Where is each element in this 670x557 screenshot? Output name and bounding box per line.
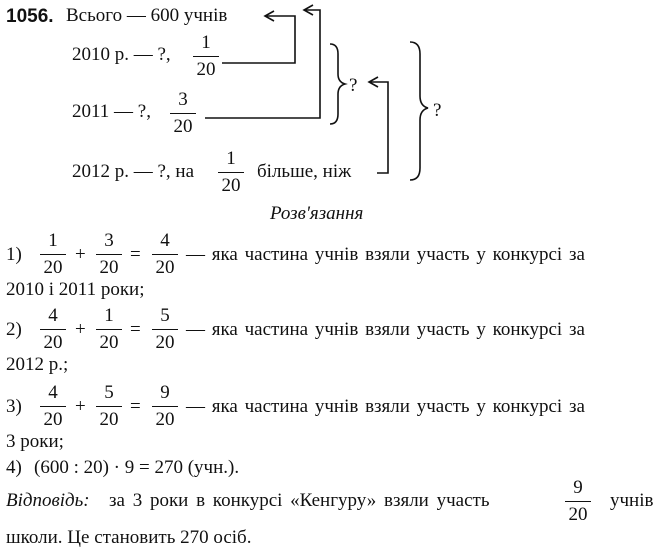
answer-line-2: школи. Це становить 270 осіб. [6, 527, 252, 548]
arrow-2011-line [205, 10, 320, 118]
fraction-numerator: 4 [48, 382, 58, 403]
brace-inner [330, 44, 345, 124]
fraction-denominator: 20 [43, 257, 63, 278]
fraction-numerator: 3 [178, 89, 188, 110]
fraction-numerator: 5 [104, 382, 114, 403]
fraction-numerator: 3 [104, 230, 114, 251]
fraction-denominator: 20 [155, 332, 175, 353]
fraction-numerator: 9 [573, 477, 583, 498]
fraction-bar [96, 406, 122, 407]
fraction-bar [40, 406, 66, 407]
fraction-numerator: 9 [160, 382, 170, 403]
row-2011-text: 2011 — ?, [72, 101, 151, 122]
answer-text: за 3 роки в конкурсі «Кенгуру» взяли участь [109, 490, 490, 511]
fraction-numerator: 4 [48, 305, 58, 326]
brace-outer [410, 42, 428, 180]
fraction-denominator: 20 [221, 175, 241, 196]
step-2-fraction-3 [152, 306, 178, 352]
fraction-bar [96, 329, 122, 330]
fraction-denominator: 20 [99, 332, 119, 353]
step-1-plus: + [75, 244, 86, 265]
fraction-bar [40, 254, 66, 255]
fraction-denominator: 20 [155, 409, 175, 430]
step-2-plus: + [75, 319, 86, 340]
step-4-label: 4) [6, 457, 22, 478]
fraction-numerator: 1 [104, 305, 114, 326]
answer-label: Відповідь: [6, 490, 90, 511]
total-line: Всього — 600 учнів [66, 5, 228, 26]
fraction-bar [96, 254, 122, 255]
fraction-bar [152, 329, 178, 330]
row-2012-suffix: більше, ніж [257, 161, 352, 182]
solution-heading: Розв'язання [270, 203, 364, 224]
arrow-2012-line [370, 82, 388, 173]
fraction-numerator: 5 [160, 305, 170, 326]
step-3-equals: = [130, 396, 141, 417]
step-1-fraction-1 [40, 231, 66, 277]
fraction-denominator: 20 [43, 409, 63, 430]
step-2-continuation: 2012 р.; [6, 354, 69, 375]
fraction-denominator: 20 [173, 116, 193, 137]
step-1-fraction-3 [152, 231, 178, 277]
fraction-numerator: 1 [201, 32, 211, 53]
brace-inner-question: ? [349, 75, 358, 96]
fraction-denominator: 20 [99, 409, 119, 430]
fraction-numerator: 1 [226, 148, 236, 169]
step-3-plus: + [75, 396, 86, 417]
fraction-denominator: 20 [155, 257, 175, 278]
step-3-text: — яка частина учнів взяли участь у конкурсі за [186, 396, 585, 417]
step-2-fraction-2 [96, 306, 122, 352]
step-2-text: — яка частина учнів взяли участь у конкурсі за [186, 319, 585, 340]
fraction-bar [565, 501, 591, 502]
step-3-fraction-1 [40, 383, 66, 429]
step-1-text: — яка частина учнів взяли участь у конкурсі за [186, 244, 585, 265]
step-1-label: 1) [6, 244, 22, 265]
brace-outer-question: ? [433, 100, 442, 121]
fraction-bar [40, 329, 66, 330]
answer-suffix: учнів [610, 490, 654, 511]
fraction-denominator: 20 [99, 257, 119, 278]
step-2-equals: = [130, 319, 141, 340]
step-4-text: (600 : 20) · 9 = 270 (учн.). [34, 457, 240, 478]
step-1-continuation: 2010 і 2011 роки; [6, 279, 145, 300]
fraction-denominator: 20 [43, 332, 63, 353]
step-3-continuation: 3 роки; [6, 431, 64, 452]
answer-fraction [565, 478, 591, 524]
step-1-fraction-2 [96, 231, 122, 277]
problem-number: 1056. [6, 6, 54, 27]
fraction-numerator: 1 [48, 230, 58, 251]
fraction-numerator: 4 [160, 230, 170, 251]
step-3-fraction-3 [152, 383, 178, 429]
fraction-bar [152, 254, 178, 255]
step-3-fraction-2 [96, 383, 122, 429]
row-2010-text: 2010 р. — ?, [72, 44, 171, 65]
fraction-bar [152, 406, 178, 407]
fraction-denominator: 20 [568, 504, 588, 525]
step-2-fraction-1 [40, 306, 66, 352]
arrow-2010-line [222, 16, 295, 63]
step-3-label: 3) [6, 396, 22, 417]
fraction-denominator: 20 [196, 59, 216, 80]
step-1-equals: = [130, 244, 141, 265]
row-2012-text: 2012 р. — ?, на [72, 161, 195, 182]
step-2-label: 2) [6, 319, 22, 340]
